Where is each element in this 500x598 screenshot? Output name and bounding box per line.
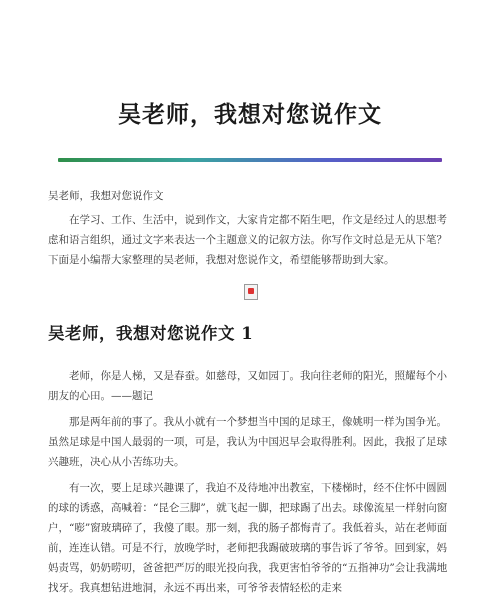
paragraph: 有一次，要上足球兴趣课了，我迫不及待地冲出教室，下楼梯时，经不住怀中圆圆的球的诱惑，高喊着：“昆仑三脚”，就飞起一脚，把球踢了出去。球像流星一样射向窗户，“嘭”窗玻璃碎了，我傻了眼。那一刻，我的肠子都悔青了。我低着头，站在老师面前，连连认错。可是不行，放晚学时，老师把我踢破玻璃的事告诉了爷爷。回到家，妈妈责骂，奶奶唠叨，爸爸把严厉的眼光投向我，我更害怕爷爷的“五指神功”会让我满地找牙。我真想钻进地洞，永远不再出来，可爷爷表情轻松的走来 xyxy=(48,482,448,594)
section-title: 吴老师，我想对您说作文 1 xyxy=(48,324,254,343)
paragraph: 老师，你是人梯，又是春蚕。如慈母，又如园丁。我向往老师的阳光，照耀每个小朋友的心田。——题记 xyxy=(48,370,447,402)
page-title: 吴老师，我想对您说作文 xyxy=(118,101,382,128)
article-body xyxy=(48,186,454,598)
intro-heading: 吴老师，我想对您说作文 xyxy=(48,190,164,202)
title-divider xyxy=(58,158,442,162)
intro-paragraph: 在学习、工作、生活中，说到作文，大家肯定都不陌生吧，作文是经过人的思想考虑和语言组织，通过文字来表达一个主题意义的记叙方法。你写作文时总是无从下笔？下面是小编帮大家整理的吴老师，我想对您说作文，希望能够帮助到大家。 xyxy=(48,214,447,266)
paragraph: 那是两年前的事了。我从小就有一个梦想当中国的足球王，像姚明一样为国争光。虽然足球是中国人最弱的一项，可是，我认为中国迟早会取得胜利。因此，我报了足球兴趣班，决心从小苦练功夫。 xyxy=(48,416,447,468)
broken-image-icon xyxy=(244,284,258,300)
